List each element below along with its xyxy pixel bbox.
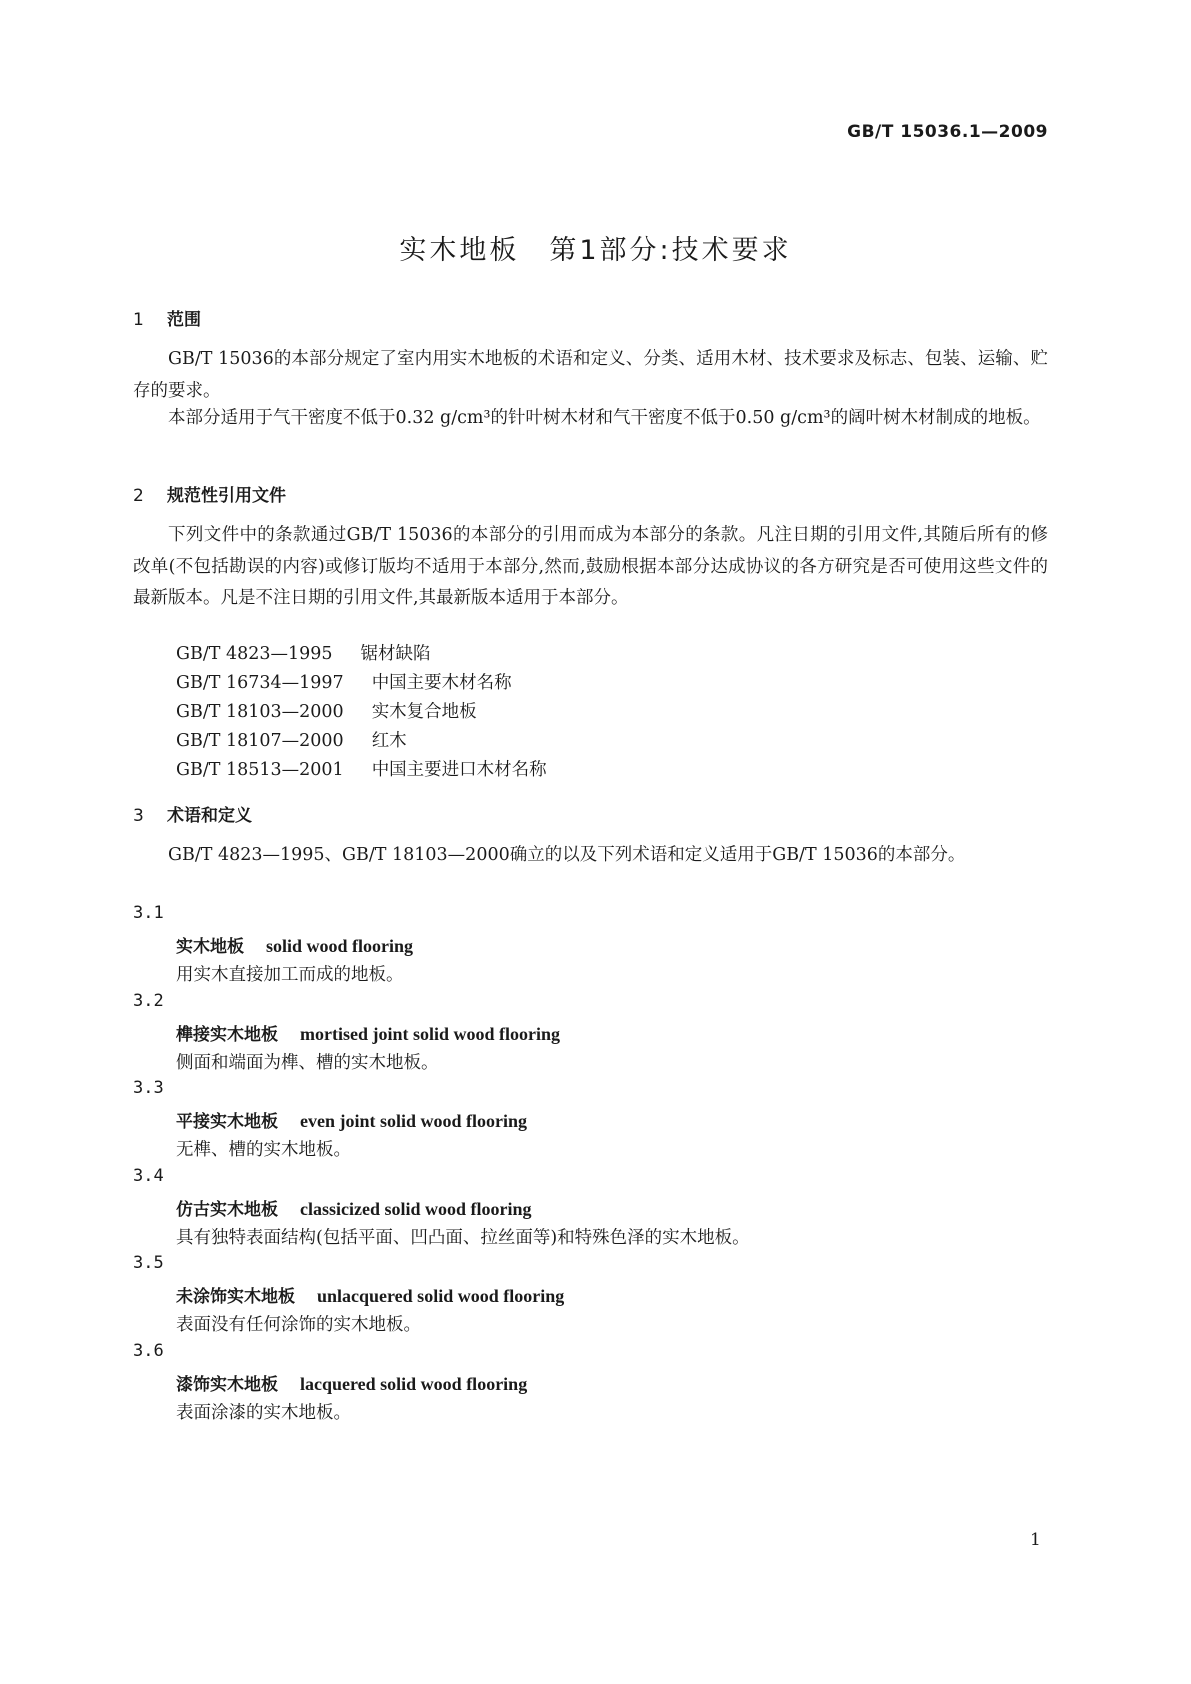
reference-code: GB/T 4823—1995 bbox=[176, 644, 333, 664]
scope-paragraph-2: 本部分适用于气干密度不低于0.32 g/cm³的针叶树木材和气干密度不低于0.50 g/cm³的阔叶树木材制成的地板。 bbox=[168, 408, 1041, 428]
term-name bbox=[176, 1195, 532, 1220]
reference-title: 中国主要木材名称 bbox=[371, 673, 512, 693]
term-name bbox=[176, 932, 413, 957]
term-name bbox=[176, 1370, 527, 1395]
term-name-en: lacquered solid wood flooring bbox=[300, 1374, 528, 1394]
term-number: 3.3 bbox=[133, 1078, 164, 1098]
reference-code: GB/T 18103—2000 bbox=[176, 702, 344, 722]
section-heading-terms-and-definitions bbox=[133, 801, 252, 826]
reference-item bbox=[176, 727, 407, 752]
reference-title: 红木 bbox=[371, 731, 407, 751]
terms-paragraph: GB/T 4823—1995、GB/T 18103—2000确立的以及下列术语和定义适用于GB/T 15036的本部分。 bbox=[168, 845, 966, 865]
scope-paragraph-1: GB/T 15036的本部分规定了室内用实木地板的术语和定义、分类、适用木材、技术要求及标志、包装、运输、贮存的要求。 bbox=[133, 349, 1048, 401]
term-name-en: classicized solid wood flooring bbox=[300, 1199, 532, 1219]
term-number: 3.2 bbox=[133, 991, 164, 1011]
section-title: 规范性引用文件 bbox=[167, 486, 286, 506]
reference-title: 锯材缺陷 bbox=[360, 644, 431, 664]
references-paragraph: 下列文件中的条款通过GB/T 15036的本部分的引用而成为本部分的条款。凡注日期的引用文件,其随后所有的修改单(不包括勘误的内容)或修订版均不适用于本部分,然而,鼓励根据本部分达成协议的各方研究是否可使用这些文件的最新版本。凡是不注日期的引用文件,其最新版本适用于本部分。 bbox=[133, 525, 1048, 608]
term-number: 3.4 bbox=[133, 1166, 164, 1186]
section-title: 范围 bbox=[167, 310, 201, 330]
term-number: 3.1 bbox=[133, 903, 164, 923]
term-number: 3.5 bbox=[133, 1253, 164, 1273]
standard-code: GB/T 15036.1—2009 bbox=[847, 122, 1048, 142]
document-title: 实木地板 第1部分:技术要求 bbox=[399, 235, 792, 266]
term-name-en: mortised joint solid wood flooring bbox=[300, 1024, 561, 1044]
term-name-zh: 榫接实木地板 bbox=[176, 1025, 278, 1045]
term-name bbox=[176, 1107, 527, 1132]
reference-code: GB/T 18513—2001 bbox=[176, 760, 344, 780]
term-definition: 用实木直接加工而成的地板。 bbox=[176, 965, 404, 985]
term-name-zh: 未涂饰实木地板 bbox=[176, 1287, 295, 1307]
reference-item bbox=[176, 698, 477, 723]
term-name-zh: 仿古实木地板 bbox=[176, 1200, 278, 1220]
term-name-zh: 实木地板 bbox=[176, 937, 244, 957]
term-name bbox=[176, 1282, 564, 1307]
term-definition: 侧面和端面为榫、槽的实木地板。 bbox=[176, 1053, 439, 1073]
reference-title: 中国主要进口木材名称 bbox=[371, 760, 547, 780]
term-definition: 无榫、槽的实木地板。 bbox=[176, 1140, 351, 1160]
term-definition: 表面涂漆的实木地板。 bbox=[176, 1403, 351, 1423]
section-number: 3 bbox=[133, 806, 144, 826]
term-definition: 表面没有任何涂饰的实木地板。 bbox=[176, 1315, 421, 1335]
section-number: 2 bbox=[133, 486, 144, 506]
reference-title: 实木复合地板 bbox=[371, 702, 477, 722]
section-heading-scope bbox=[133, 305, 201, 330]
reference-code: GB/T 18107—2000 bbox=[176, 731, 344, 751]
term-name bbox=[176, 1020, 560, 1045]
reference-code: GB/T 16734—1997 bbox=[176, 673, 344, 693]
section-number: 1 bbox=[133, 310, 144, 330]
section-heading-normative-references bbox=[133, 481, 286, 506]
term-name-en: solid wood flooring bbox=[266, 936, 414, 956]
reference-item bbox=[176, 756, 547, 781]
term-name-zh: 平接实木地板 bbox=[176, 1112, 278, 1132]
term-definition: 具有独特表面结构(包括平面、凹凸面、拉丝面等)和特殊色泽的实木地板。 bbox=[176, 1228, 750, 1248]
term-name-zh: 漆饰实木地板 bbox=[176, 1375, 278, 1395]
page-number: 1 bbox=[1030, 1530, 1041, 1550]
reference-item bbox=[176, 669, 512, 694]
section-title: 术语和定义 bbox=[167, 806, 252, 826]
term-name-en: unlacquered solid wood flooring bbox=[317, 1286, 565, 1306]
term-name-en: even joint solid wood flooring bbox=[300, 1111, 528, 1131]
term-number: 3.6 bbox=[133, 1341, 164, 1361]
reference-item bbox=[176, 640, 431, 665]
